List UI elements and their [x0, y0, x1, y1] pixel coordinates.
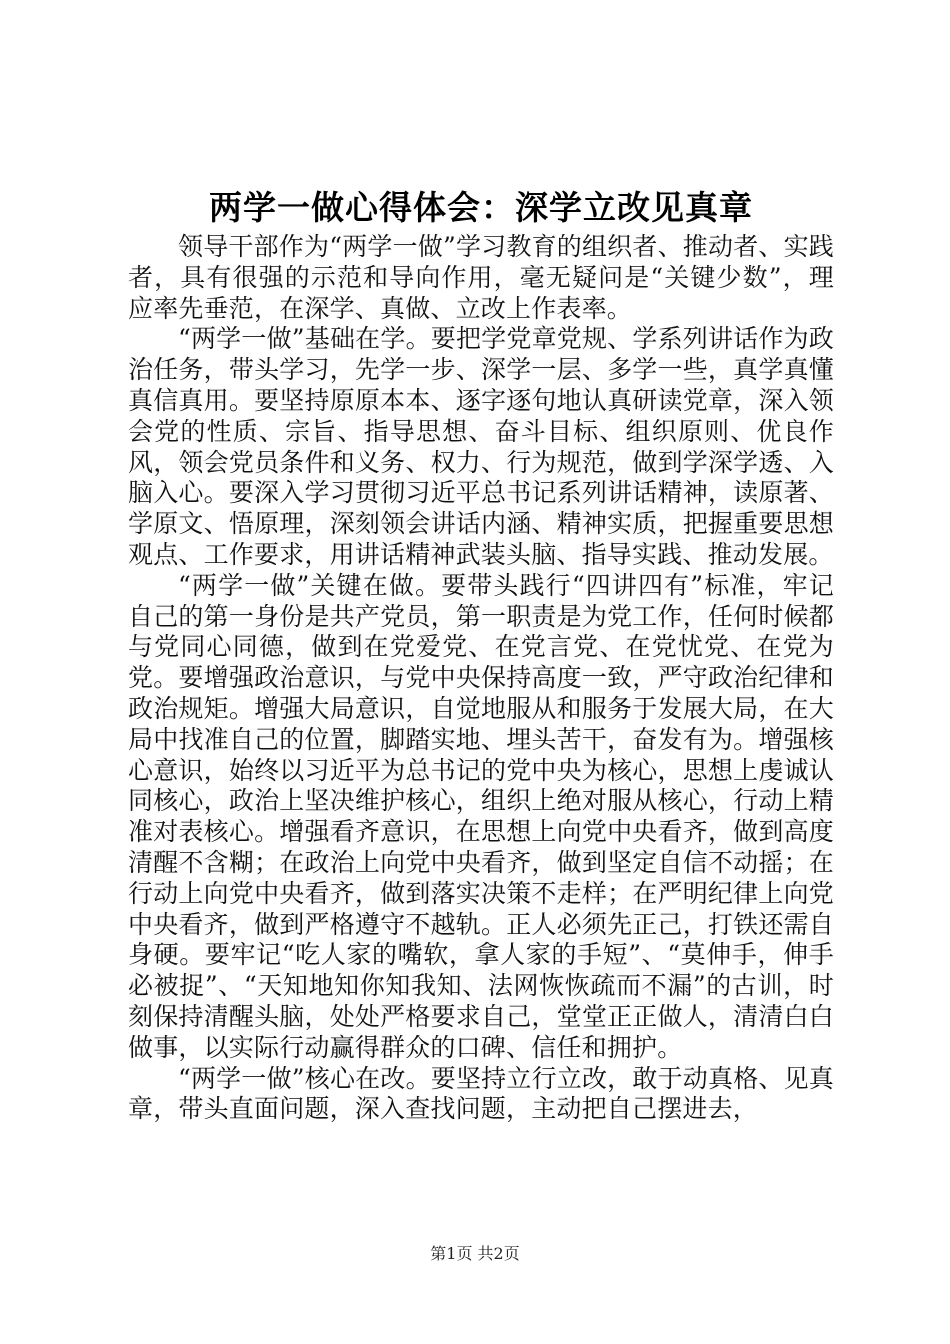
- document-title: 两学一做心得体会：深学立改见真章: [209, 188, 753, 227]
- paragraph-reform: “两学一做”核心在改。要坚持立行立改，敢于动真格、见真章，带头直面问题，深入查找问题，主动把自己摆进去，: [128, 1063, 834, 1124]
- paragraph-study: “两学一做”基础在学。要把学党章党规、学系列讲话作为政治任务，带头学习，先学一步、深学一层、多学一些，真学真懂真信真用。要坚持原原本本、逐字逐句地认真研读党章，深入领会党的性质、宗旨、指导思想、奋斗目标、组织原则、优良作风，领会党员条件和义务、权力、行为规范，做到学深学透、入脑入心。要深入学习贯彻习近平总书记系列讲话精神，读原著、学原文、悟原理，深刻领会讲话内涵、精神实质，把握重要思想观点、工作要求，用讲话精神武装头脑、指导实践、推动发展。: [128, 324, 834, 569]
- paragraph-practice: “两学一做”关键在做。要带头践行“四讲四有”标准，牢记自己的第一身份是共产党员，第一职责是为党工作，任何时候都与党同心同德，做到在党爱党、在党言党、在党忧党、在党为党。要增强政治意识，与党中央保持高度一致，严守政治纪律和政治规矩。增强大局意识，自觉地服从和服务于发展大局，在大局中找准自己的位置，脚踏实地、埋头苦干，奋发有为。增强核心意识，始终以习近平为总书记的党中央为核心，思想上虔诚认同核心，政治上坚决维护核心，组织上绝对服从核心，行动上精准对表核心。增强看齐意识，在思想上向党中央看齐，做到高度清醒不含糊；在政治上向党中央看齐，做到坚定自信不动摇；在行动上向党中央看齐，做到落实决策不走样；在严明纪律上向党中央看齐，做到严格遵守不越轨。正人必须先正己，打铁还需自身硬。要牢记“吃人家的嘴软，拿人家的手短”、“莫伸手，伸手必被捉”、“天知地知你知我知、法网恢恢疏而不漏”的古训，时刻保持清醒头脑，处处严格要求自己，堂堂正正做人，清清白白做事，以实际行动赢得群众的口碑、信任和拥护。: [128, 570, 834, 1062]
- page-number-footer: 第1页 共2页: [430, 1244, 520, 1263]
- document-body: [128, 232, 834, 1125]
- document-page: [128, 186, 834, 1125]
- paragraph-intro: 领导干部作为“两学一做”学习教育的组织者、推动者、实践者，具有很强的示范和导向作用，毫无疑问是“关键少数”，理应率先垂范，在深学、真做、立改上作表率。: [128, 232, 834, 323]
